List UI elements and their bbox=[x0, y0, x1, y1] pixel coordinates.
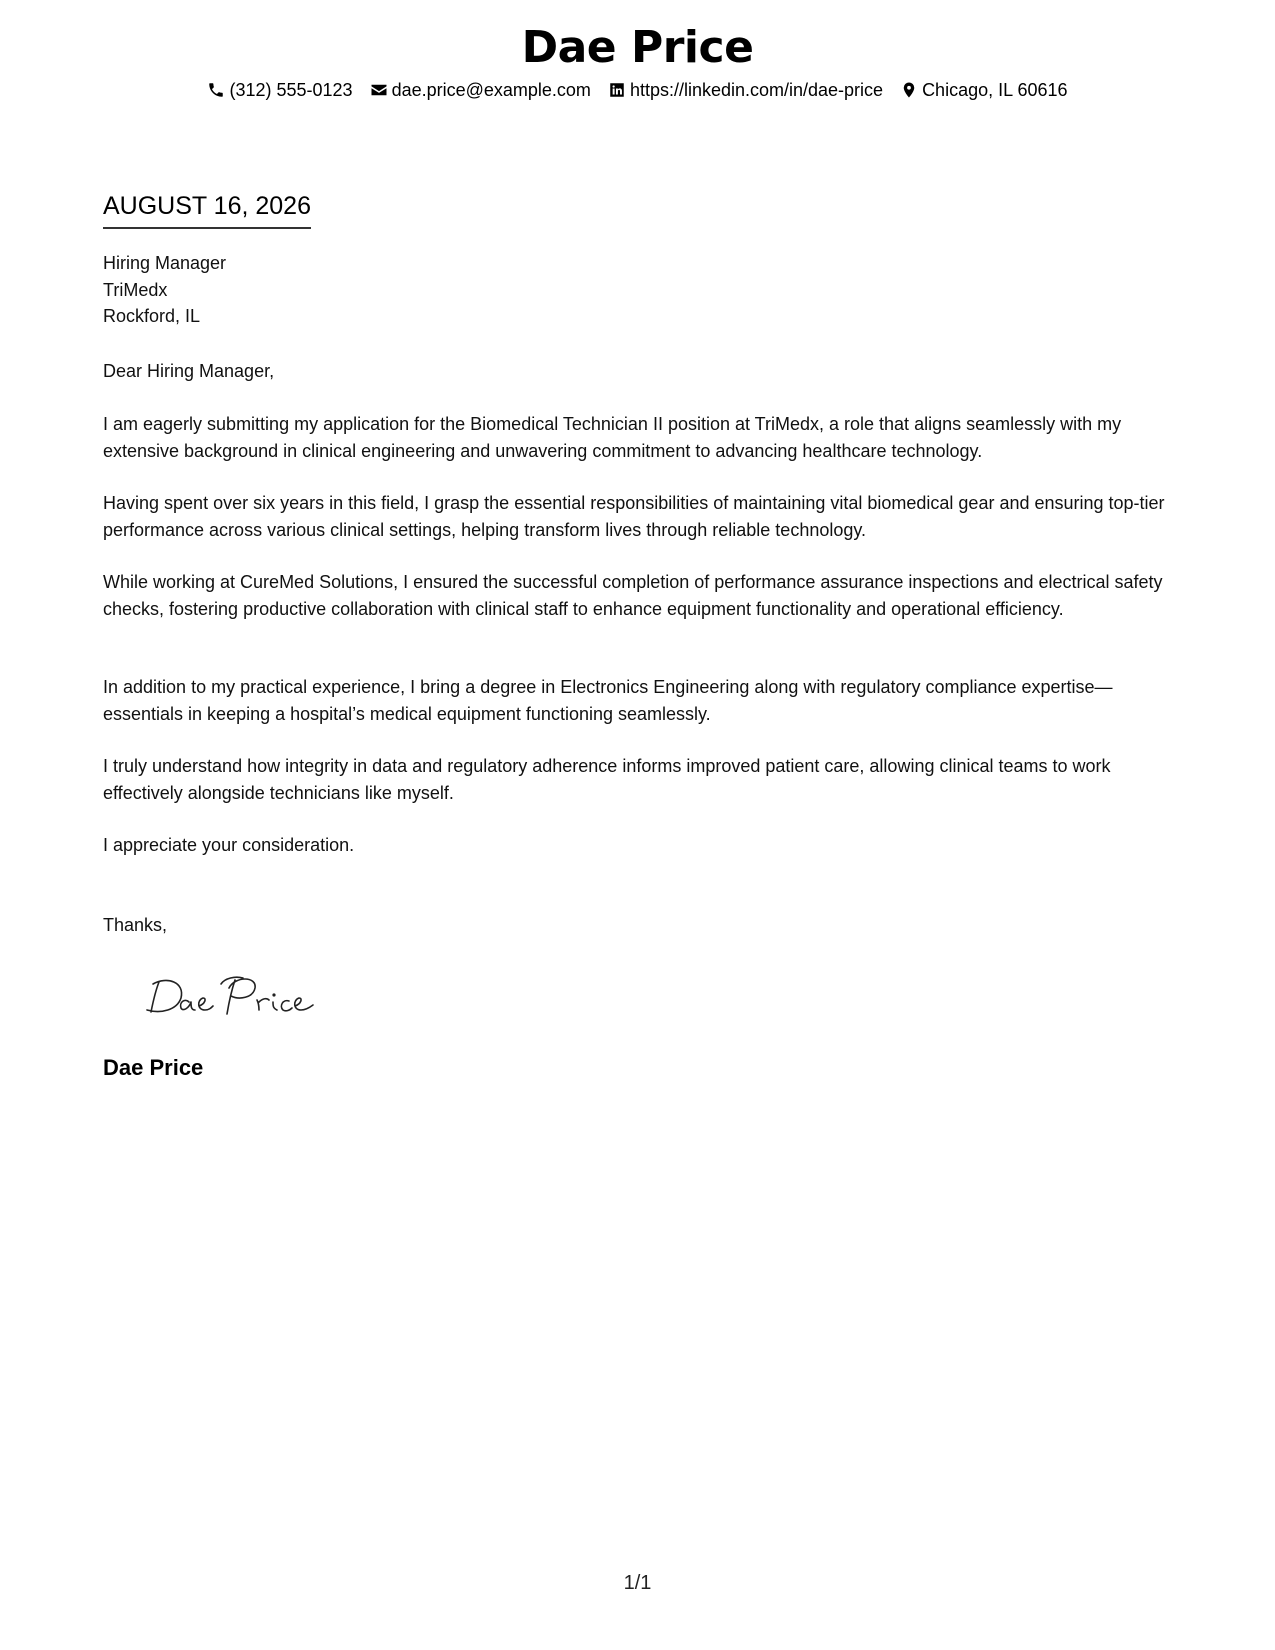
letter-date: AUGUST 16, 2026 bbox=[103, 190, 311, 229]
applicant-name-heading: Dae Price bbox=[521, 22, 754, 73]
envelope-icon bbox=[370, 81, 388, 99]
handwritten-signature bbox=[145, 970, 325, 1020]
contact-location bbox=[900, 78, 1067, 102]
contact-phone bbox=[207, 78, 352, 102]
recipient-location: Rockford, IL bbox=[103, 306, 201, 326]
body-paragraph-1: I am eagerly submitting my application for the Biomedical Technician II position at TriMedx, a role that aligns seamlessly with my extensive background in clinical engineering and unwavering commitment to advancing healthcare technology. bbox=[103, 414, 1122, 461]
email-text: dae.price@example.com bbox=[391, 80, 591, 100]
contact-email bbox=[370, 78, 591, 102]
body-paragraph-2: Having spent over six years in this field, I grasp the essential responsibilities of maintaining vital biomedical gear and ensuring top-tier performance across various clinical settings, helping transform lives through reliable technology. bbox=[103, 493, 1165, 540]
signature-drawing bbox=[145, 970, 325, 1020]
phone-text: (312) 555-0123 bbox=[229, 80, 353, 100]
body-paragraph-5: I truly understand how integrity in data and regulatory adherence informs improved patient care, allowing clinical teams to work effectively alongside technicians like myself. bbox=[103, 756, 1111, 803]
recipient-block bbox=[103, 250, 1173, 330]
contact-info-row bbox=[0, 78, 1275, 102]
body-paragraph-3: While working at CureMed Solutions, I ensured the successful completion of performance assurance inspections and electrical safety checks, fostering productive collaboration with clinical staff to enhance equipment functionality and operational efficiency. bbox=[103, 572, 1163, 619]
linkedin-icon bbox=[608, 81, 626, 99]
salutation: Dear Hiring Manager, bbox=[103, 361, 275, 381]
signoff: Thanks, bbox=[103, 915, 168, 935]
map-pin-icon bbox=[900, 81, 918, 99]
closing-line: I appreciate your consideration. bbox=[103, 835, 355, 855]
recipient-title: Hiring Manager bbox=[103, 253, 227, 273]
page-number: 1/1 bbox=[623, 1572, 652, 1594]
phone-icon bbox=[207, 81, 225, 99]
recipient-company: TriMedx bbox=[103, 279, 168, 300]
linkedin-text: https://linkedin.com/in/dae-price bbox=[629, 80, 884, 100]
location-text: Chicago, IL 60616 bbox=[922, 80, 1068, 100]
contact-linkedin bbox=[608, 78, 883, 102]
body-paragraph-4: In addition to my practical experience, I bring a degree in Electronics Engineering along with regulatory compliance expertise—essentials in keeping a hospital’s medical equipment functioning seamlessly. bbox=[103, 677, 1113, 724]
signer-name: Dae Price bbox=[103, 1055, 204, 1080]
